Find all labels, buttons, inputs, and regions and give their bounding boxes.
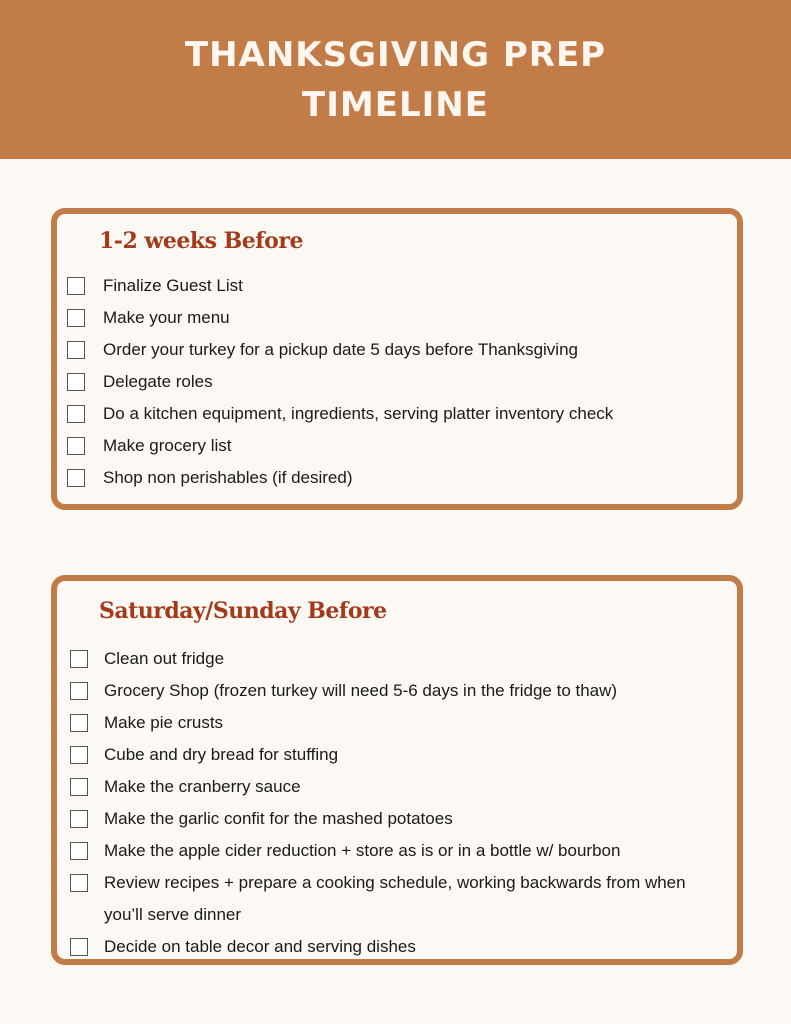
checkbox[interactable]: [70, 810, 88, 828]
checklist-item-label: Cube and dry bread for stuffing: [104, 745, 339, 764]
checklist-item-label: Make the apple cider reduction + store as is or in a bottle w/ bourbon: [104, 841, 621, 860]
checklist-item-label: Make grocery list: [103, 436, 232, 455]
checklist: [57, 643, 737, 963]
checklist-item: [57, 302, 737, 334]
checklist-item-label: Do a kitchen equipment, ingredients, serving platter inventory check: [103, 404, 614, 423]
checklist-item: [57, 462, 737, 494]
checklist-item-label: Finalize Guest List: [103, 276, 243, 295]
checkbox[interactable]: [67, 469, 85, 487]
checkbox[interactable]: [70, 746, 88, 764]
checklist-item: [57, 398, 737, 430]
checklist-item: [57, 270, 737, 302]
checklist-item-label: Grocery Shop (frozen turkey will need 5-6 days in the fridge to thaw): [104, 681, 618, 700]
checklist-item-label: Shop non perishables (if desired): [103, 468, 353, 487]
checkbox[interactable]: [70, 682, 88, 700]
checkbox[interactable]: [67, 405, 85, 423]
checklist-item-label: Order your turkey for a pickup date 5 days before Thanksgiving: [103, 340, 578, 359]
checkbox[interactable]: [70, 842, 88, 860]
checklist-item: [57, 334, 737, 366]
checkbox[interactable]: [70, 778, 88, 796]
checklist-item: [57, 771, 737, 803]
checkbox[interactable]: [67, 437, 85, 455]
checklist-item: [57, 739, 737, 771]
checklist-item-label: Make pie crusts: [104, 713, 224, 732]
checklist-item: [57, 675, 737, 707]
checklist-item-label: Make your menu: [103, 308, 230, 327]
checkbox[interactable]: [67, 277, 85, 295]
checkbox[interactable]: [70, 874, 88, 892]
checklist-item: [57, 867, 737, 931]
checkbox[interactable]: [67, 309, 85, 327]
checklist-item-label: Delegate roles: [103, 372, 213, 391]
checklist-item: [57, 643, 737, 675]
checklist-item: [57, 430, 737, 462]
checklist-item-label: Make the cranberry sauce: [104, 777, 301, 796]
header-banner: [0, 0, 791, 159]
checklist-item: [57, 835, 737, 867]
section-heading: Saturday/Sunday Before: [99, 598, 387, 624]
checkbox[interactable]: [70, 650, 88, 668]
checklist-item-label: Review recipes + prepare a cooking schedule, working backwards from when you’ll serve dinner: [104, 873, 686, 924]
section-heading: 1-2 weeks Before: [99, 228, 303, 254]
checklist-item: [57, 707, 737, 739]
checklist-item: [57, 366, 737, 398]
checklist-item-label: Clean out fridge: [104, 649, 225, 668]
checklist-item: [57, 931, 737, 963]
checkbox[interactable]: [67, 341, 85, 359]
checklist: [57, 270, 737, 494]
checkbox[interactable]: [70, 938, 88, 956]
checkbox[interactable]: [67, 373, 85, 391]
checklist-item-label: Make the garlic confit for the mashed potatoes: [104, 809, 453, 828]
section-card-weekend-before: [51, 575, 743, 965]
page-title: THANKSGIVING PREP TIMELINE: [184, 34, 607, 125]
checklist-item: [57, 803, 737, 835]
section-card-1-2-weeks: [51, 208, 743, 510]
checkbox[interactable]: [70, 714, 88, 732]
checklist-item-label: Decide on table decor and serving dishes: [104, 937, 416, 956]
